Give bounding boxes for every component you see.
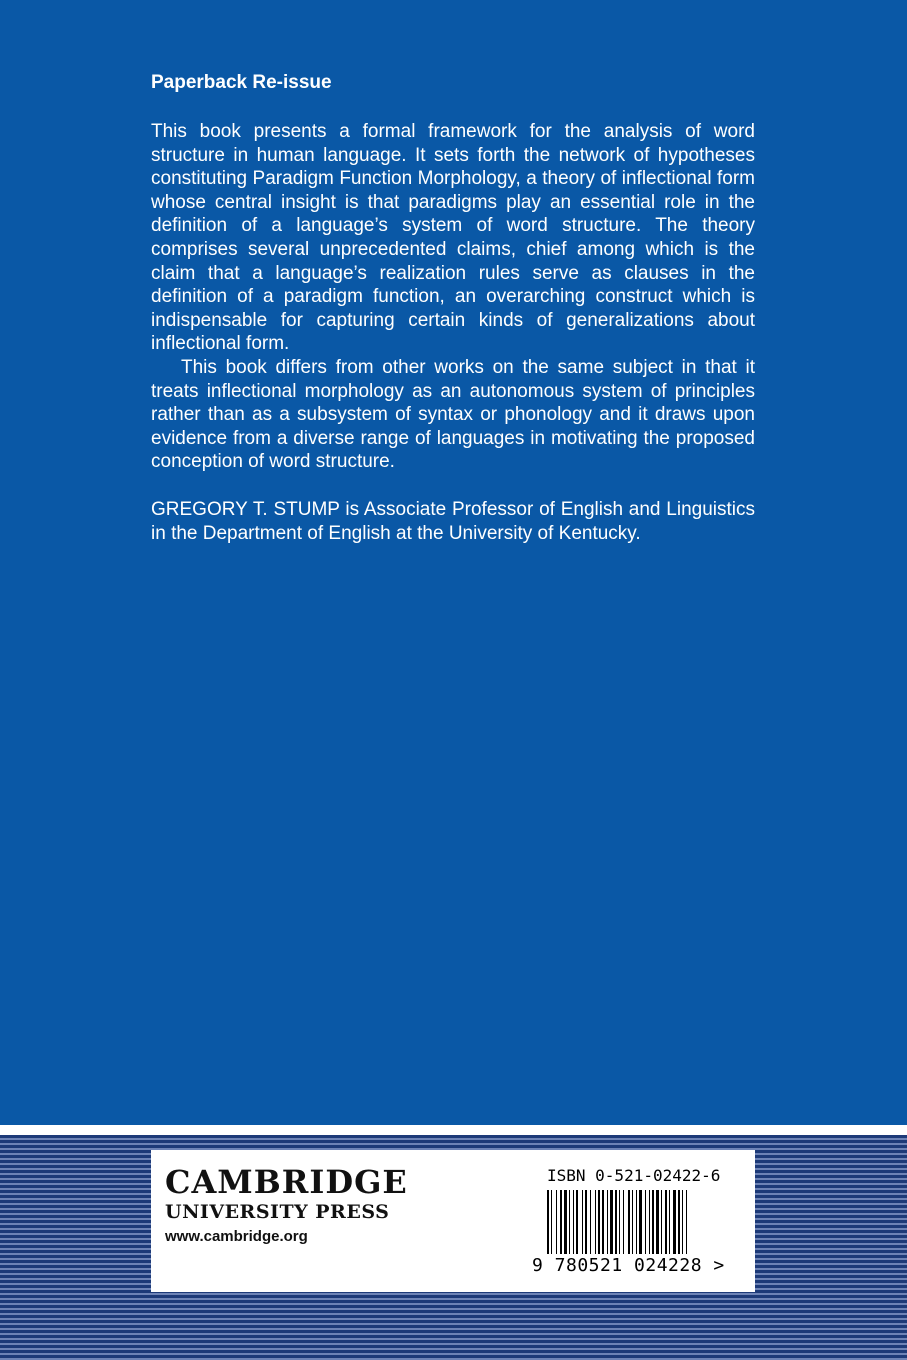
barcode-bar xyxy=(547,1190,549,1254)
barcode-bar xyxy=(576,1190,578,1254)
barcode-bar xyxy=(639,1190,642,1254)
barcode-bar xyxy=(682,1190,683,1254)
barcode-bar xyxy=(582,1190,583,1254)
barcode-digits: 9 780521 024228 > xyxy=(532,1255,725,1276)
publisher-logo xyxy=(165,1164,408,1245)
barcode-bar xyxy=(560,1190,562,1254)
barcode-bar xyxy=(669,1190,670,1254)
barcode-bar xyxy=(619,1190,620,1254)
publisher-website: www.cambridge.org xyxy=(165,1228,308,1245)
publisher-subname: UNIVERSITY PRESS xyxy=(165,1201,390,1223)
barcode-bar xyxy=(652,1190,654,1254)
barcode-bar xyxy=(615,1190,617,1254)
barcode-bar xyxy=(610,1190,613,1254)
publisher-name: CAMBRIDGE xyxy=(165,1163,408,1201)
barcode-bar xyxy=(585,1190,587,1254)
barcode-bar xyxy=(628,1190,630,1254)
barcode-bar xyxy=(636,1190,637,1254)
barcode-bar xyxy=(656,1190,659,1254)
isbn-label: ISBN 0-521-02422-6 xyxy=(547,1166,721,1185)
barcode-bar xyxy=(598,1190,600,1254)
blurb xyxy=(151,72,755,545)
barcode-bar xyxy=(665,1190,667,1254)
barcode-bar xyxy=(632,1190,633,1254)
barcode-bar xyxy=(607,1190,608,1254)
barcode-bar xyxy=(556,1190,557,1254)
barcode-bar xyxy=(569,1190,570,1254)
barcode-bar xyxy=(649,1190,650,1254)
barcode-icon xyxy=(547,1190,737,1254)
barcode-bar xyxy=(686,1190,687,1254)
barcode-bar xyxy=(595,1190,596,1254)
barcode-bar xyxy=(551,1190,552,1254)
description-paragraph-1: This book presents a formal framework for the analysis of word structure in human language. It sets forth the network of hypotheses constituting Paradigm Function Morphology, a theory of inflectional form whose central insight is that paradigms play an essential role in the definition of a language’s system of word structure. The theory comprises several unprecedented claims, chief among which is the claim that a language’s realization rules serve as clauses in the definition of a paradigm function, an overarching construct which is indispensable for capturing certain kinds of generalizations about inflectional form. xyxy=(151,121,755,355)
barcode-bar xyxy=(590,1190,591,1254)
barcode-bar xyxy=(678,1190,680,1254)
author-bio: GREGORY T. STUMP is Associate Professor of English and Linguistics in the Department of English at the University of Kentucky. xyxy=(151,498,755,544)
barcode-bar xyxy=(645,1190,646,1254)
divider xyxy=(0,1125,907,1135)
barcode-bar xyxy=(602,1190,604,1254)
barcode-bar xyxy=(564,1190,567,1254)
barcode-bar xyxy=(673,1190,676,1254)
barcode-bar xyxy=(661,1190,662,1254)
barcode-bar xyxy=(623,1190,624,1254)
barcode-bar xyxy=(573,1190,574,1254)
heading: Paperback Re-issue xyxy=(151,72,332,93)
description-paragraph-2: This book differs from other works on the same subject in that it treats inflectional morphology as an autonomous system of principles rather than as a subsystem of syntax or phonology and it draws upon evidence from a diverse range of languages in motivating the proposed conception of word structure. xyxy=(151,356,755,473)
publisher-panel xyxy=(151,1150,755,1292)
